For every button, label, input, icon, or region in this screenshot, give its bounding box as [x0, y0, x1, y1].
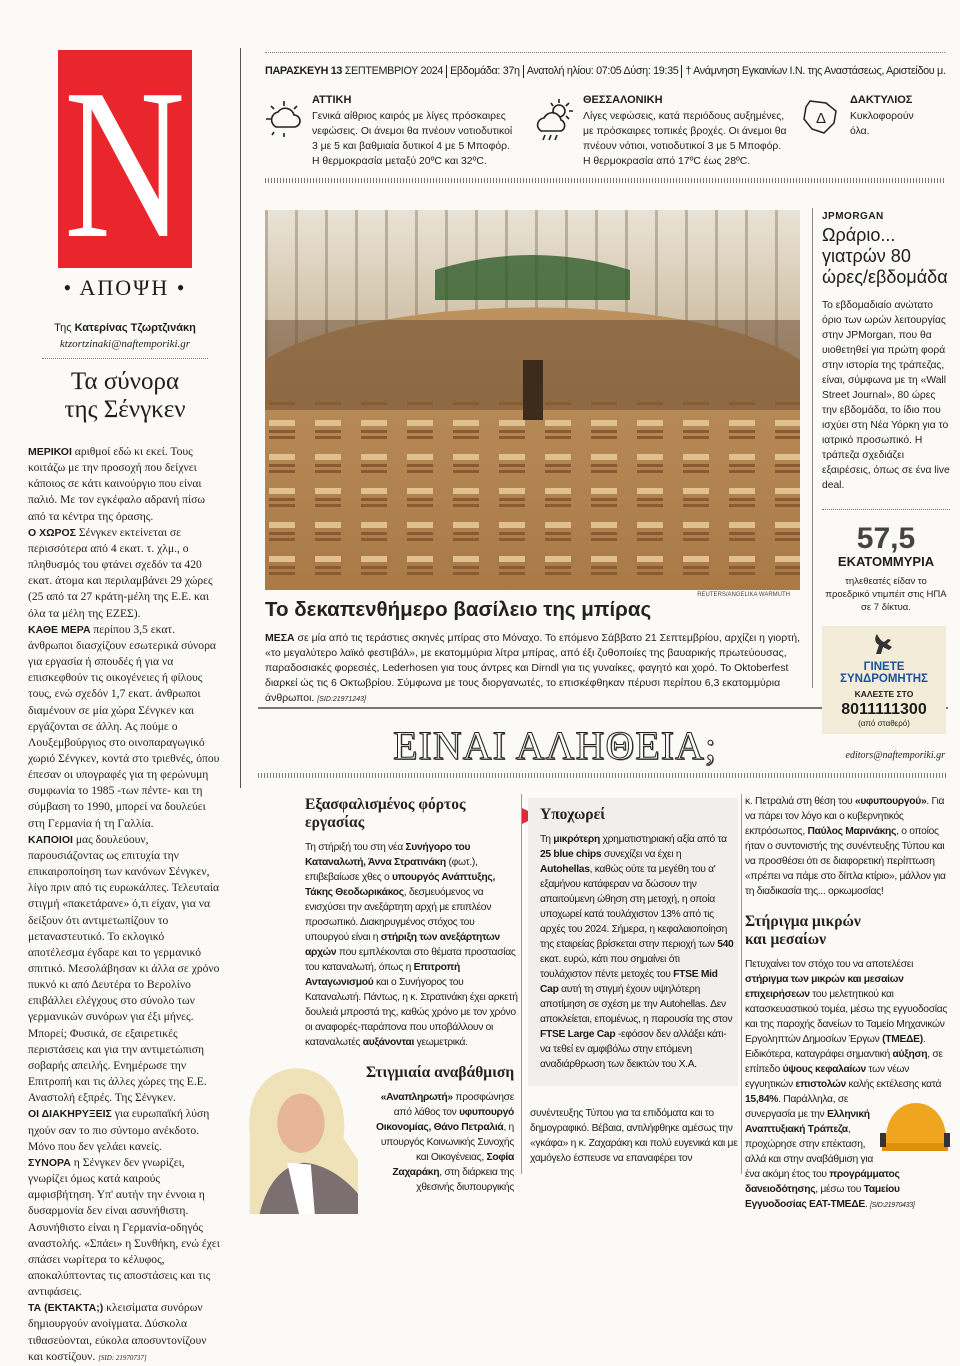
opinion-body	[28, 444, 220, 1366]
title-line: Τα σύνορα	[70, 368, 180, 395]
phone-number[interactable]: 8011111300	[841, 701, 927, 718]
opinion-paragraph	[28, 525, 220, 622]
opinion-title	[25, 368, 225, 424]
article-workload-top	[240, 796, 518, 1050]
section-label: • ΑΠΟΨΗ •	[63, 275, 187, 300]
paragraph-text: αριθμοί εδώ κι εκεί. Τους κοιτάζω με την προσοχή που δείχνει κάποιος σε κάτι καινούργιο που είναι παλιό. Με τον εγκέφαλο αδρανή πίσω από τα κέντρα της όρασης.	[28, 445, 206, 523]
weather-line: 3 με 5 και βαθμιαία δυτικοί 4 με 5 Μποφόρ.	[312, 141, 510, 152]
text: καλής εκτέλεσης κατά	[845, 1079, 942, 1090]
text: των νέων εγγυητικών	[745, 1064, 909, 1090]
stat-unit: ΕΚΑΤΟΜΜΥΡΙΑ	[837, 554, 935, 569]
article-title: Εξασφαλισμένος φόρτος εργασίας	[305, 796, 466, 831]
bold-text: στήριξη των ανεξάρτητων αρχών	[305, 932, 500, 958]
paragraph-text: για ευρωπαϊκή λύση ηχούν σαν το πιο σύντομο ανέκδοτο. Μόνο που δεν γελάει κανείς.	[28, 1107, 210, 1153]
author-name: Κατερίνας Τζωρτζινάκη	[74, 322, 196, 334]
article-continuation	[528, 1106, 738, 1166]
stratinaki-photo	[240, 1064, 358, 1214]
paragraph-lead: ΣΥΝΟΡΑ	[28, 1156, 71, 1169]
weather-thessaloniki	[533, 93, 793, 167]
weather-region: ΑΤΤΙΚΗ	[312, 94, 352, 106]
sidebar-divider	[812, 208, 813, 688]
svg-text:Δ: Δ	[816, 110, 827, 127]
article-title: Στιγμιαία αναβάθμιση	[366, 1064, 515, 1081]
feast-day: † Ανάμνηση Εγκαινίων Ι.Ν. της Αναστάσεως, Αριστείδου μ.	[685, 65, 946, 77]
text: , σε επίπεδο	[745, 1049, 943, 1075]
text: , ο οποίος ήταν ο συντονιστής της συνέντευξης Τύπου και να προσθέσει ότι σε διαφορετική περίπτωση «πρέπει να πάμε στο δίπλα κτίριο», μάλλον για τη διαδικασία της... ορκωμοσίας!	[745, 826, 946, 897]
opinion-paragraph	[28, 444, 220, 525]
weather-line: Η θερμοκρασία μεταξύ 20ºC και 32ºC.	[312, 156, 487, 167]
text: συνέντευξης Τύπου για τα επιδόματα και το δημογραφικό. Βέβαια, αντιλήφθηκε αμέσως την «γκάφα» η κ. Ζαχαράκη και πολύ ευγενικά και με χαμόγελο έσπευσε να επαναφέρει τον	[530, 1108, 738, 1164]
text: και ο Συνήγορος του Καταναλωτή. Πάντως, η κ. Στρατινάκη έχει αρκετή δουλειά μπροστά της, καθώς χρόνο με τον χρόνο οι αναφορές-παράπονα που υποβάλλουν οι καταναλωτές	[305, 977, 518, 1048]
paragraph-lead: ΟΙ ΔΙΑΚΗΡΥΞΕΙΣ	[28, 1108, 112, 1121]
bold-text: 25 blue chips	[540, 849, 602, 860]
weather-line: με πρόσκαιρες τοπικές βροχές. Οι άνεμοι θα	[583, 126, 787, 137]
photo-credit: REUTERS/ANGELIKA WARMUTH	[697, 592, 790, 598]
text: εκατ. ευρώ, κάτι που σημαίνει ότι τουλάχιστον πέντε μετοχές του	[540, 954, 680, 980]
feature-body	[265, 631, 805, 707]
bold-text: 540	[717, 939, 734, 950]
article-text	[745, 959, 947, 1210]
article-continuation-2	[745, 794, 950, 1213]
weather-ring	[800, 93, 950, 163]
text: , προχώρησε στην επέκταση, αλλά και στην αναβάθμιση για ένα ακόμη έτος του	[745, 1124, 873, 1180]
stat-number: 57,5	[856, 522, 916, 555]
date-month-year: ΣΕΠΤΕΜΒΡΙΟΥ 2024	[342, 65, 444, 77]
truth-col-divider-1	[521, 794, 522, 1174]
text: Τη	[540, 834, 554, 845]
byline	[25, 322, 225, 350]
article-title: Στήριγμα μικρών και μεσαίων	[745, 913, 861, 948]
bold-text: Σοφία Ζαχαράκη	[392, 1152, 514, 1178]
bold-text: FTSE Mid Cap	[540, 969, 718, 995]
text: , καθώς ούτε τα μεγέθη του α' εξαμήνου κατάφεραν να δώσουν την απαιτούμενη ώθηση στη μετοχή, η οποία υποχωρεί κατά τουλάχιστον 13% από τις αρχές του 2024. Σήμερα, η κεφαλαιοποίηση της εταιρείας βρίσκεται στην περιοχή των	[540, 864, 728, 950]
text: γεωμετρικά.	[414, 1037, 468, 1048]
paragraph-lead: ΤΑ (ΕΚΤΑΚΤΑ;)	[28, 1302, 104, 1315]
sun-times: Ανατολή ηλίου: 07:05 Δύση: 19:35	[526, 65, 679, 77]
bold-text: Επιτροπή Ανταγωνισμού	[305, 962, 460, 988]
text: , δεσμευόμενος να ενισχύσει την ανεξάρτητη αρχή με επιπλέον προσωπικό. Διακηρυγμένος στόχος του υπουργού είναι η	[305, 887, 492, 943]
bold-text: «Αναπληρωτή»	[380, 1092, 453, 1103]
text: αυτή τη στιγμή έχουν υψηλότερη αποτίμηση σε σχέση με την Autohellas. Δεν αποκλείεται, επομένως, η παρουσία της στον	[540, 984, 733, 1025]
top-dotted-rule	[265, 52, 945, 53]
paragraph-lead: ΜΕΡΙΚΟΙ	[28, 446, 72, 458]
article-body	[305, 840, 518, 1050]
story-id: [SID:21970433]	[870, 1202, 915, 1209]
hermes-icon	[871, 632, 897, 656]
bold-text: 15,84%	[745, 1094, 779, 1105]
article-body	[530, 1106, 738, 1166]
text: , η υπουργός Κοινωνικής Συνοχής και Οικογένειας,	[380, 1122, 514, 1163]
truth-section-title: ΕΙΝΑΙ ΑΛΗΘΕΙΑ;	[392, 723, 718, 768]
text: Τη στήριξή του στη νέα	[305, 842, 406, 853]
hard-hat-image	[880, 1099, 950, 1157]
weather-attica	[262, 93, 532, 167]
sidebar-kicker: JPMORGAN	[822, 211, 884, 222]
truth-divider	[258, 773, 948, 778]
ring-zone-icon	[800, 97, 844, 137]
paragraph-lead: ΚΑΠΟΙΟΙ	[28, 833, 73, 846]
bold-text: FTSE Large Cap	[540, 1029, 616, 1040]
article-body	[745, 957, 950, 1213]
weather-divider	[265, 178, 945, 183]
bold-text: (ΤΜΕΔΕ)	[882, 1034, 923, 1045]
bold-text: Συνήγορο του Καταναλωτή, Άννα Στρατινάκη	[305, 842, 471, 868]
weather-line: Γενικά αίθριος καιρός με λίγες πρόσκαιρες	[312, 111, 506, 122]
weather-line: νεφώσεις. Οι άνεμοι θα πνέουν νοτιοδυτικοί	[312, 126, 513, 137]
bold-text: «υφυπουργού»	[854, 796, 927, 807]
sidebar-body: Το εβδομαδιαίο ανώτατο όριο των ωρών λειτουργίας στην JPMorgan, που θα υιοθετηθεί για πρώτη φορά στην ιστορία της τράπεζας, είναι, σύμφωνα με τη «Wall Street Journal», 80 ώρες την εβδομάδα, το ίδιο που ισχύει στη Νέα Υόρκη για το ιατρικό προσωπικό. Η τράπεζα σχεδιάζει εξαιρέσεις, όπως σε ένα live deal.	[822, 300, 950, 491]
editors-email[interactable]: editors@naftemporiki.gr	[845, 750, 945, 761]
feature-text: σε μία από τις τεράστιες σκηνές μπίρας στο Μόναχο. Το επόμενο Σάββατο 21 Σεπτεμβρίου, αρχίζει η γιορτή, «το μεγαλύτερο λαϊκό φεστιβάλ», με εκατομμύρια λίτρα μπίρας, από έξι ζυθοποιίες της βαυαρικής πρωτεύουσας, παραδοσιακές φορεσιές, Lederhosen για τους άντρες και Dirndl για τις γυναίκες, φαγητό και χορό. Το Oktoberfest διαρκεί ώς τις 6 Οκτωβρίου. Σύμφωνα με τους διοργανωτές, το επισκέφθηκαν πέρυσι περίπου 6,3 εκατομμύρια άνθρωποι.	[265, 632, 801, 704]
bold-text: Ελληνική Αναπτυξιακή Τράπεζα	[745, 1109, 870, 1135]
subscribe-box[interactable]	[822, 626, 946, 734]
story-id: [SID:21971243]	[317, 696, 366, 703]
weather-line: Η θερμοκρασία από 17ºC έως 28ºC.	[583, 156, 751, 167]
text: κ. Πετραλιά στη θέση του	[745, 796, 855, 807]
rain-sun-icon	[533, 97, 577, 147]
date-bar	[265, 64, 950, 79]
phone-note: (από σταθερό)	[858, 719, 910, 728]
partly-cloudy-icon	[262, 97, 306, 141]
bold-text: προγράμματος δανειοδότησης	[745, 1169, 900, 1195]
weather-region: ΘΕΣΣΑΛΟΝΙΚΗ	[583, 94, 663, 106]
stat-box	[822, 509, 950, 614]
column-divider	[240, 48, 241, 788]
paragraph-text: μας δουλεύουν, παρουσιάζοντας ως επιτυχία την επικαιροποίηση των κανόνων Σένγκεν, λίγο πριν από τις ευρωκάλπες. Τελευταία στιγμή «πακετάρανε» ό,τι είχαν, για να δείξουν ότι αντιμετωπίζουν το μεταναστευτικό. Το εκλογικό αποτέλεσμα έγδαρε και το γερμανικό σπιτικό. Μεσολάβησαν κι άλλα σε χρόνο πυκνό κι από Δευτέρα το Βερολίνο επιβάλλει ελέγχους στο σύνολο των γερμανικών συνόρων για έξι μήνες. Μπορεί; Φυσικά, σε εξαιρετικές περιστάσεις και για την αντιμετώπιση σοβαρής απειλής. Ενημέρωσε την Επιτροπή και τις άλλες χώρες της Ε.Ε. Αναστολή εξπρές. Της Σένγκεν.	[28, 832, 220, 1105]
text: του μελετητικού και κατασκευαστικού τομέα, μέσω της εγγυοδοσίας και της παροχής δανείων το Ταμείο Μηχανικών Εργοληπτών Δημοσίων Έργων	[745, 989, 948, 1045]
date-day: ΠΑΡΑΣΚΕΥΗ 13	[265, 65, 343, 77]
bold-text: αυξάνονται	[362, 1037, 415, 1048]
text: . Ειδικότερα, καταγράφει σημαντική	[745, 1034, 926, 1060]
weather-line: πνέουν νότιοι, νοτιοδυτικοί 3 με 5 Μποφόρ.	[583, 141, 782, 152]
opinion-paragraph	[28, 1300, 220, 1366]
article-autohellas-column	[528, 798, 738, 1166]
paragraph-text: περίπου 3,5 εκατ. άνθρωποι διασχίζουν εσωτερικά σύνορα για εργασία ή σπουδές ή για να επισκεφθούν τις οικογένειες ή φίλους τους, ενώ σχεδόν 1,7 εκατ. άνθρωποι διαμένουν σε μία χώρα Σένγκεν και εργάζονται σε άλλη. Ας πούμε ο Λουξεμβούργιος στο οινοπαραγωγικό χωριό Σένγκεν, κοντά στο τριεθνές, όπου έπεσαν οι υπογραφές για τη φερώνυμη συμφωνία το 1985 -των πέντε- και τη σύμβαση το 1990, μπορεί να δουλεύει στη Γερμανία ή τη Γαλλία.	[28, 622, 220, 830]
text: Πετυχαίνει τον στόχο του να αποτελέσει	[745, 959, 914, 970]
text: . Για να πάρει τον λόγο και ο κυβερνητικός εκπρόσωπος,	[745, 796, 945, 837]
article-body	[745, 794, 950, 899]
weather-line: Κυκλοφορούν	[850, 111, 914, 122]
article-title: Υποχωρεί	[540, 806, 606, 823]
feature-lead: ΜΕΣΑ	[265, 632, 295, 644]
bold-text: ύψους κεφαλαίων	[782, 1064, 866, 1075]
paragraph-text: κλεισίματα συνόρων δημιουργούν ανοίγματα. Δύσκολα τιθασεύονται, εύκολα αποσυντονίζουν και κοστίζουν.	[28, 1301, 207, 1363]
text: -εφόσον δεν αλλάξει κάτι- να τεθεί εν αμφιβόλω στην επόμενη αναδιάρθρωση των δεικτών του Χ.Α.	[540, 1029, 727, 1070]
feature-headline[interactable]: Το δεκαπενθήμερο βασίλειο της μπίρας	[265, 598, 652, 621]
bold-text: Παύλος Μαρινάκης	[807, 826, 897, 837]
stat-description: τηλεθεατές είδαν το προεδρικό ντιμπέιτ στις ΗΠΑ σε 7 δίκτυα.	[825, 576, 947, 613]
author-email[interactable]: ktzortzinaki@naftemporiki.gr	[59, 338, 191, 350]
bold-text: αύξηση	[892, 1049, 928, 1060]
weather-line: Λίγες νεφώσεις, κατά περιόδους αυξημένες,	[583, 111, 785, 122]
paragraph-text: Σένγκεν εκτείνεται σε περισσότερα από 4 εκατ. τ. χλμ., ο πληθυσμός του φτάνει σχεδόν τα 420 εκατ. άτομα και περιλαμβάνει 29 χώρες (25 από τα 27 κράτη-μέλη της Ε.Ε. και όλα τα μέλη της ΕΖΕΣ).	[28, 525, 213, 620]
text: χρηματιστηριακή αξία από τα	[599, 834, 727, 845]
text: που εμπλέκονται στο θέματα προστασίας του καταναλωτή, όπως η	[305, 947, 516, 973]
text: συνεχίζει να έχει η	[601, 849, 682, 860]
bold-text: μικρότερη	[553, 834, 600, 845]
bold-text: στήριγμα των μικρών και μεσαίων επιχειρήσεων	[745, 974, 904, 1000]
text: .	[864, 1199, 871, 1210]
paragraph-lead: Ο ΧΩΡΟΣ	[28, 526, 76, 539]
opinion-paragraph	[28, 622, 220, 832]
sidebar-title[interactable]: Ωράριο... γιατρών 80 ώρες/εβδομάδα	[822, 225, 948, 287]
story-id: [SID: 21970737]	[98, 1353, 147, 1362]
newspaper-logo	[58, 50, 192, 268]
subscribe-line: ΓΙΝΕΤΕ	[863, 661, 905, 673]
weather-line: όλα.	[850, 126, 870, 137]
sidebar	[822, 211, 950, 734]
text: , μέσω του	[815, 1184, 864, 1195]
truth-col-divider-2	[741, 794, 742, 1174]
title-line: της Σένγκεν	[64, 396, 186, 423]
bold-text: υφυπουργό Οικονομίας, Θάνο Πετραλιά	[376, 1107, 514, 1133]
bold-text: επιστολών	[795, 1079, 846, 1090]
bold-text: Ταμείου Εγγυοδοσίας ΕΑΤ-ΤΜΕΔΕ	[745, 1184, 900, 1210]
week-number: Εβδομάδα: 37η	[450, 65, 520, 77]
bold-text: Autohellas	[540, 864, 590, 875]
weather-region: ΔΑΚΤΥΛΙΟΣ	[850, 94, 913, 106]
article-workload	[240, 796, 518, 1214]
opinion-paragraph	[28, 1106, 220, 1154]
subscribe-line: ΣΥΝΔΡΟΜΗΤΗΣ	[840, 673, 928, 685]
byline-prefix: Της	[54, 322, 72, 334]
bold-text: υπουργός Ανάπτυξης, Τάκης Θεοδωρικάκος	[305, 872, 496, 898]
opinion-paragraph	[28, 1155, 220, 1300]
paragraph-lead: ΚΑΘΕ ΜΕΡΑ	[28, 623, 91, 636]
text: . Παράλληλα, σε συνεργασία με την	[745, 1094, 849, 1120]
text: , στη διάρκεια της χθεσινής διυπουργικής	[416, 1167, 514, 1193]
byline-rule	[42, 358, 208, 359]
article-body	[540, 832, 734, 1072]
call-label: ΚΑΛΕΣΤΕ ΣΤΟ	[854, 689, 914, 699]
beer-tent-photo	[265, 210, 800, 590]
article-autohellas	[528, 798, 738, 1086]
paragraph-text: η Σένγκεν δεν γνωρίζει, γνωρίζει όμως κατά καιρούς αμφισβήτηση. Υπ' αυτήν την έννοια η δυσαρμονία δεν είναι ασυνήθιστη. Ασυνήθιστο είναι η Γερμανία-οδηγός αναστολής. «Σπάει» η Συνθήκη, ενώ έχει σπάσει νωρίτερα το κέλυφος, αποκαλύπτοντας τις αποστάσεις και τις αντιφάσεις.	[28, 1155, 220, 1299]
text: προσφώνησε από λάθος τον	[393, 1092, 514, 1118]
text: (φωτ.), επιβεβαίωσε χθες ο	[305, 857, 478, 883]
opinion-paragraph	[28, 832, 220, 1107]
logo-letter: N	[64, 50, 186, 268]
